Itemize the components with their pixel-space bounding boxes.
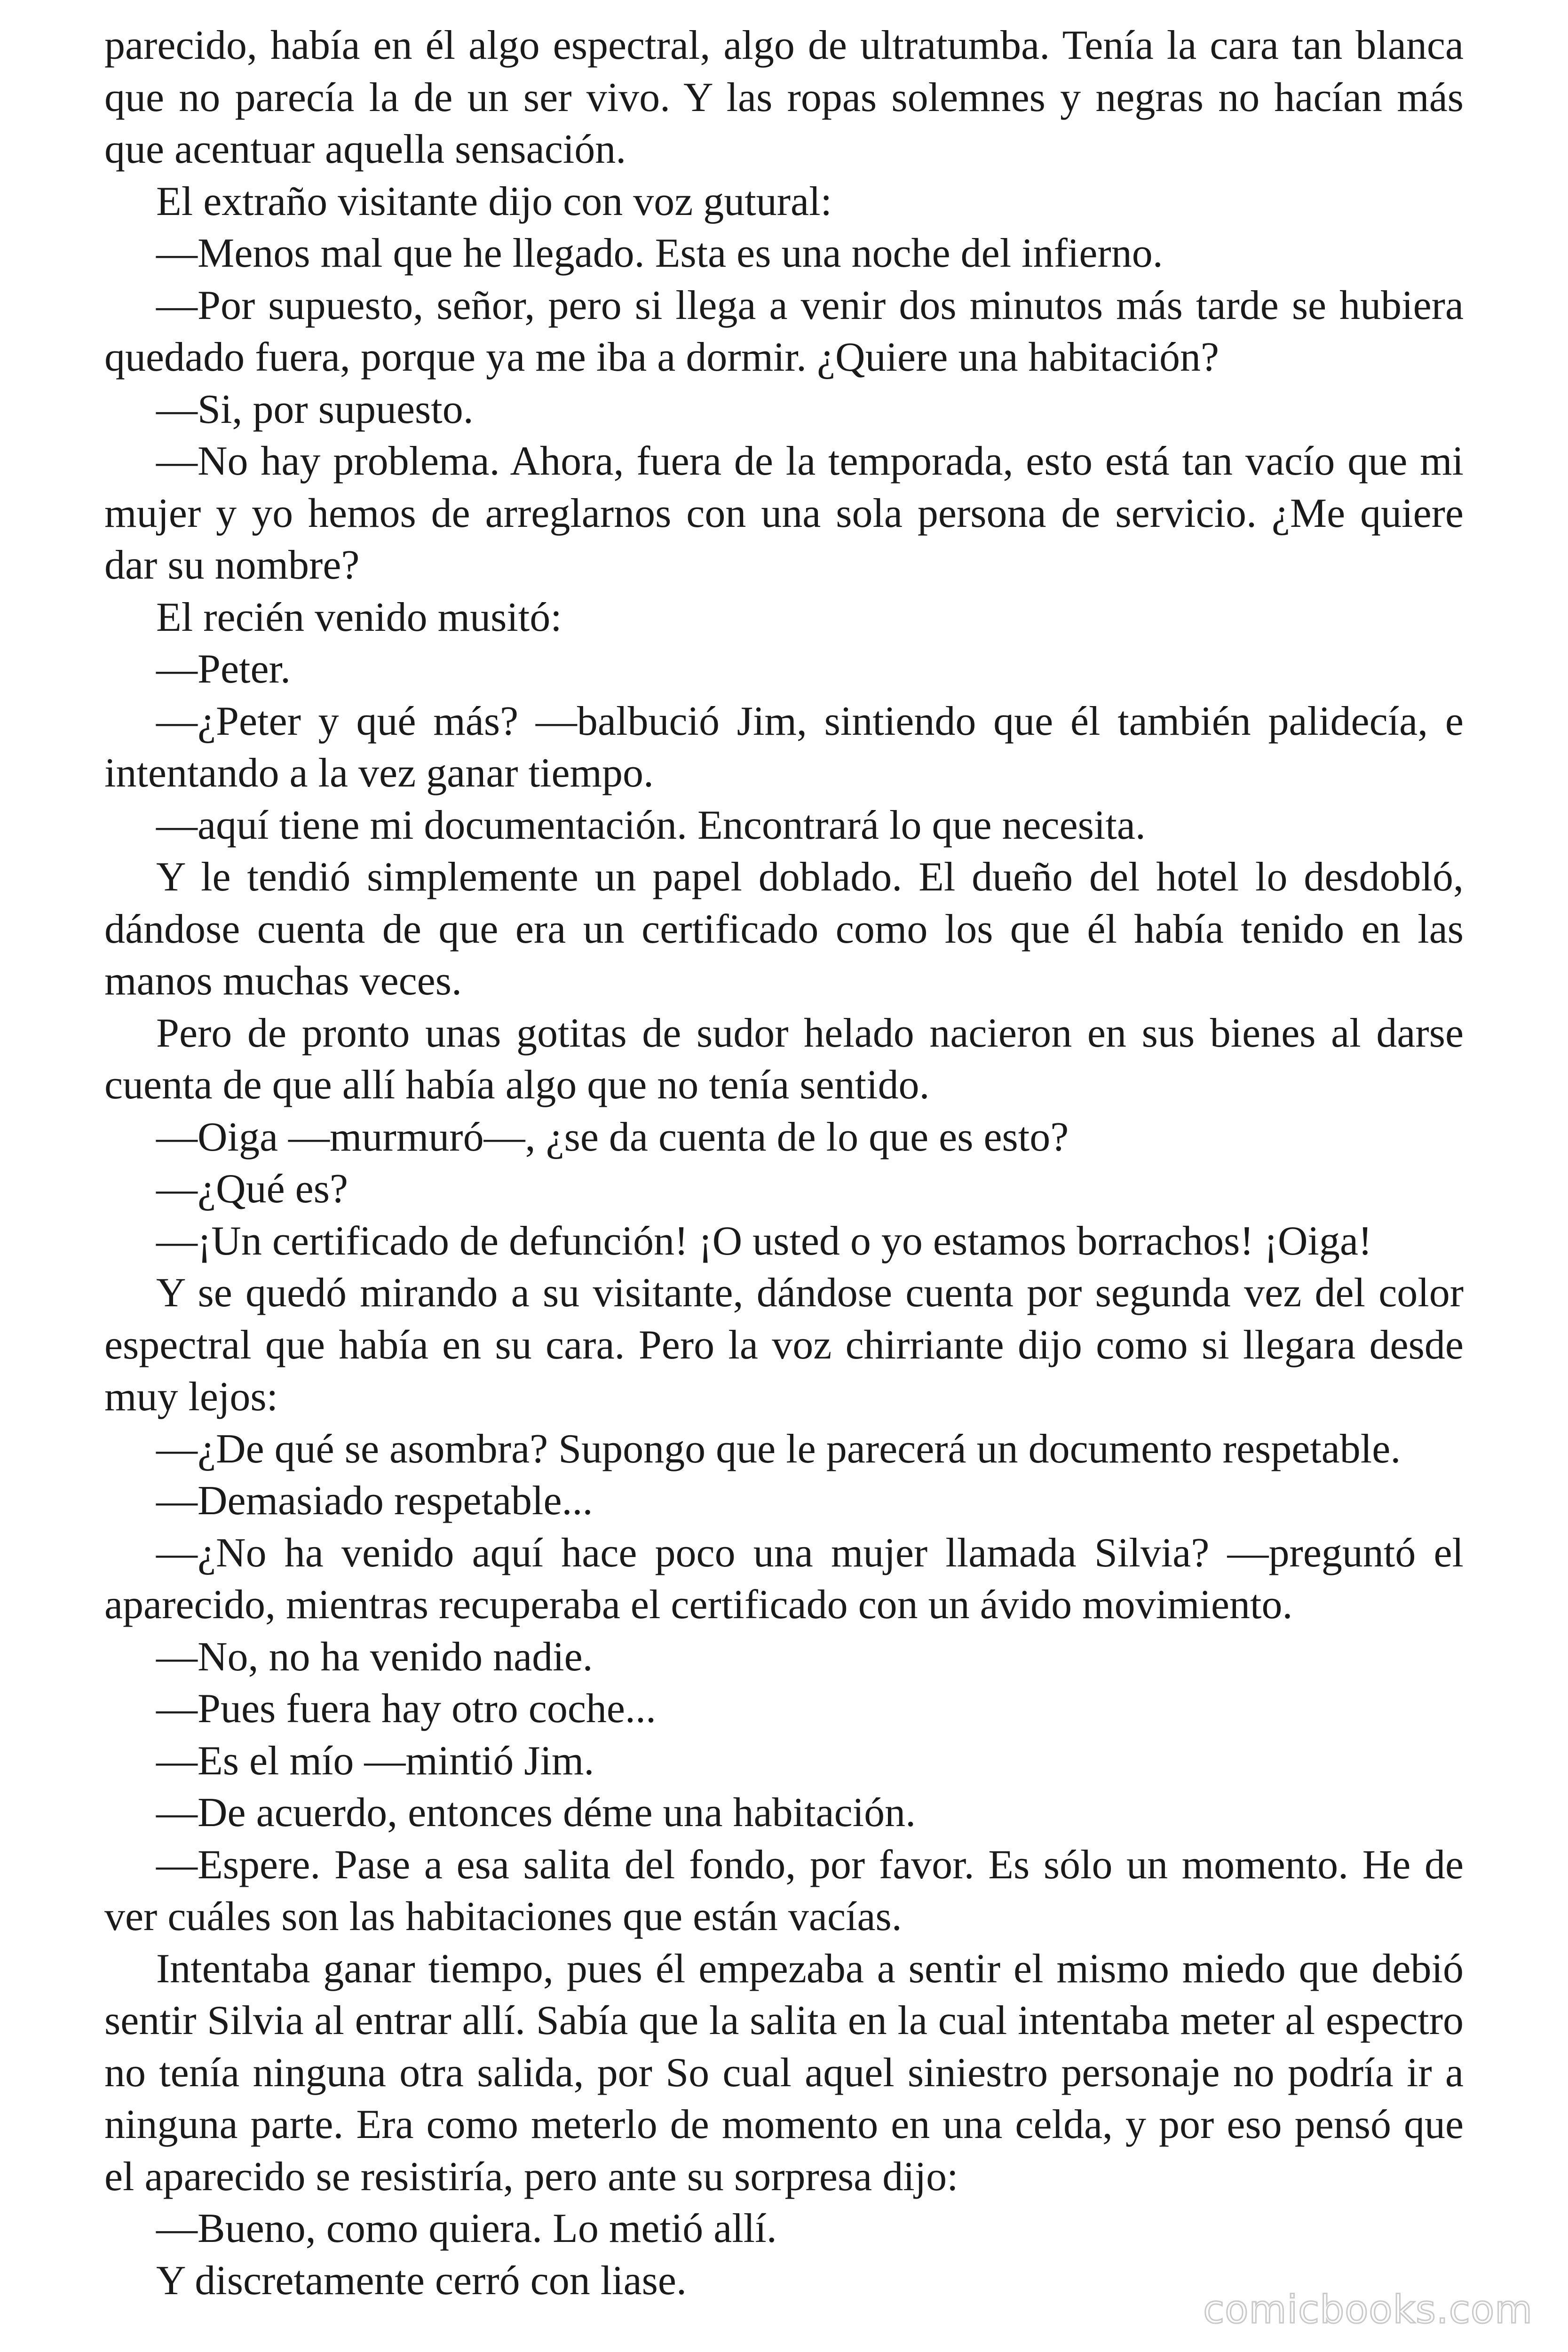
paragraph: —Bueno, como quiera. Lo metió allí. xyxy=(156,2206,777,2251)
watermark: comicbooks.com xyxy=(1203,2288,1533,2332)
paragraph: parecido, había en él algo espectral, algo de ultratumba. Tenía la cara tan blanca que no parecía la de un ser vivo. Y las ropas solemnes y negras no hacían más que acentuar aquella sensación. xyxy=(104,23,1464,172)
paragraph: —No hay problema. Ahora, fuera de la temporada, esto está tan vacío que mi mujer y yo hemos de arreglarnos con una sola persona de servicio. ¿Me quiere dar su nombre? xyxy=(104,438,1464,588)
paragraph: Intentaba ganar tiempo, pues él empezaba a sentir el mismo miedo que debió sentir Silvia al entrar allí. Sabía que la salita en la cual intentaba meter al espectro no tenía ninguna otra salida, por So cual aquel siniestro personaje no podría ir a ninguna parte. Era como meterlo de momento en una celda, y por eso pensó que el aparecido se resistiría, pero ante su sorpresa dijo: xyxy=(104,1946,1464,2200)
paragraph: —¿Peter y qué más? —balbució Jim, sintiendo que él también palidecía, e intentando a la vez ganar tiempo. xyxy=(104,698,1464,796)
paragraph: —Espere. Pase a esa salita del fondo, por favor. Es sólo un momento. He de ver cuáles son las habitaciones que están vacías. xyxy=(104,1842,1464,1939)
paragraph: —¿Qué es? xyxy=(156,1166,348,1212)
page-body xyxy=(104,20,1464,2307)
paragraph: —¡Un certificado de defunción! ¡O usted o yo estamos borrachos! ¡Oiga! xyxy=(156,1218,1372,1264)
paragraph: —¿No ha venido aquí hace poco una mujer llamada Silvia? —preguntó el aparecido, mientras recuperaba el certificado con un ávido movimiento. xyxy=(104,1530,1464,1628)
paragraph: Y se quedó mirando a su visitante, dándose cuenta por segunda vez del color espectral que había en su cara. Pero la voz chirriante dijo como si llegara desde muy lejos: xyxy=(104,1270,1464,1420)
paragraph: Y le tendió simplemente un papel doblado. El dueño del hotel lo desdobló, dándose cuenta de que era un certificado como los que él había tenido en las manos muchas veces. xyxy=(104,854,1464,1004)
paragraph: —De acuerdo, entonces déme una habitación. xyxy=(156,1790,916,1836)
paragraph: —No, no ha venido nadie. xyxy=(156,1634,593,1680)
paragraph: —Demasiado respetable... xyxy=(156,1478,593,1524)
paragraph: El extraño visitante dijo con voz gutural: xyxy=(156,178,832,224)
paragraph: —Si, por supuesto. xyxy=(156,386,474,432)
paragraph: Y discretamente cerró con liase. xyxy=(156,2257,687,2304)
paragraph: Pero de pronto unas gotitas de sudor helado nacieron en sus bienes al darse cuenta de que allí había algo que no tenía sentido. xyxy=(104,1010,1464,1108)
paragraph: —Peter. xyxy=(156,646,291,692)
paragraph: —Oiga —murmuró—, ¿se da cuenta de lo que es esto? xyxy=(156,1114,1069,1160)
paragraph: —¿De qué se asombra? Supongo que le parecerá un documento respetable. xyxy=(156,1426,1401,1472)
paragraph: El recién venido musitó: xyxy=(156,594,562,640)
paragraph: —aquí tiene mi documentación. Encontrará lo que necesita. xyxy=(156,802,1146,848)
paragraph: —Pues fuera hay otro coche... xyxy=(156,1686,656,1732)
paragraph: —Menos mal que he llegado. Esta es una noche del infierno. xyxy=(156,230,1163,276)
paragraph: —Por supuesto, señor, pero si llega a venir dos minutos más tarde se hubiera quedado fuera, porque ya me iba a dormir. ¿Quiere una habitación? xyxy=(104,282,1464,380)
paragraph: —Es el mío —mintió Jim. xyxy=(156,1738,594,1784)
